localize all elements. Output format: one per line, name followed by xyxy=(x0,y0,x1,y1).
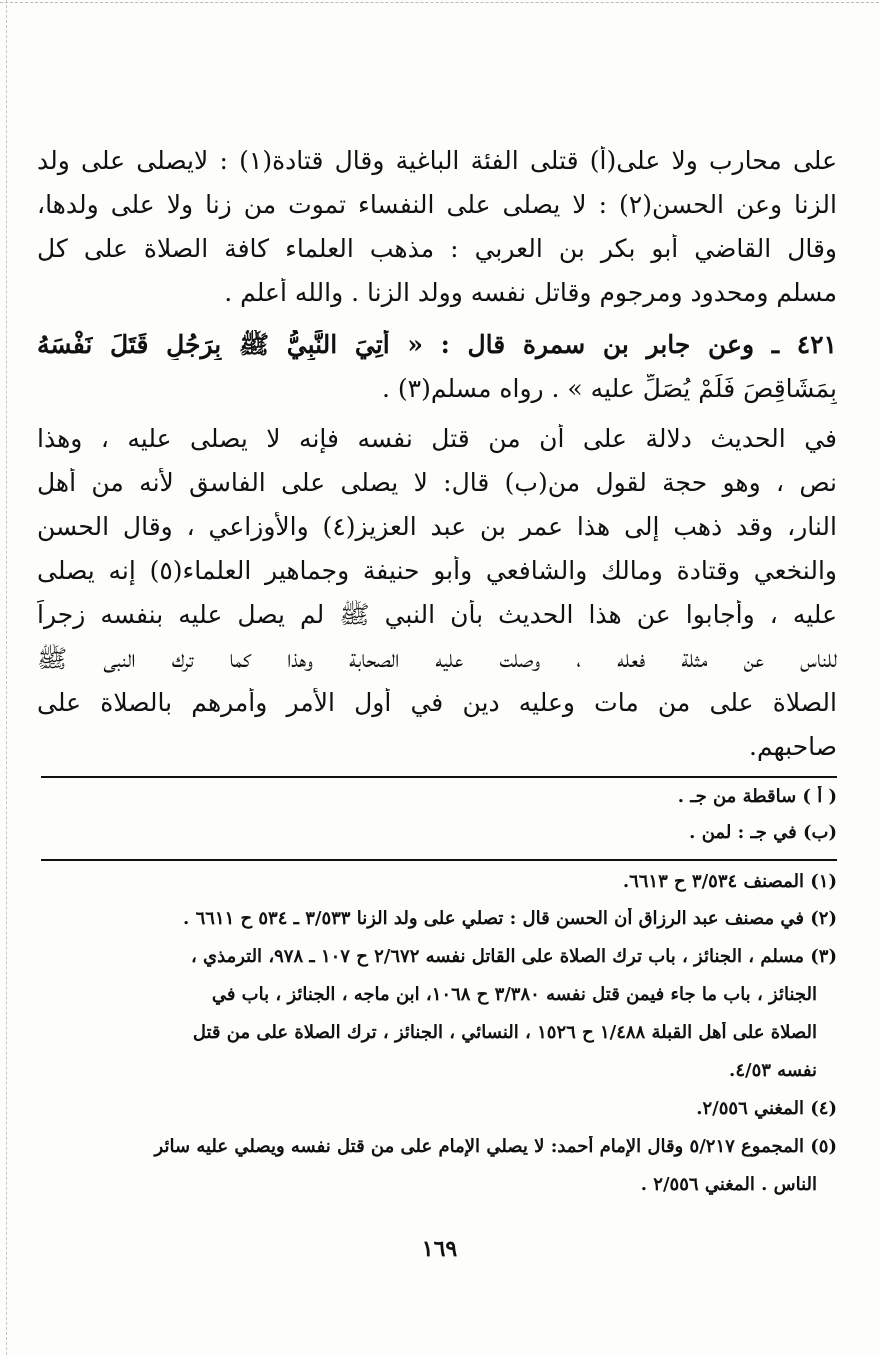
footnote: (٤) المغني ٢/٥٥٦. xyxy=(696,1098,837,1119)
variant-note: ( أ ) ساقطة من جـ . xyxy=(677,786,837,807)
body-line: مسلم ومحدود ومرجوم وقاتل نفسه وولد الزنا . والله أعلم . xyxy=(224,278,837,307)
body-line: على محارب ولا على(أ) قتلى الفئة الباغية وقال قتادة(١) : لايصلى على ولد xyxy=(37,146,837,175)
variant-notes-rule xyxy=(41,776,837,778)
footnote: (١) المصنف ٣/٥٣٤ ح ٦٦١٣. xyxy=(622,871,837,892)
commentary-line: صاحبهم. xyxy=(749,732,837,761)
commentary-line: عليه ، وأجابوا عن هذا الحديث بأن النبي ﷺ لم يصل عليه بنفسه زجراً xyxy=(37,600,837,629)
scan-edge-left xyxy=(6,0,8,1355)
hadith-line: ٤٢١ ـ وعن جابر بن سمرة قال : « أُتِيَ النَّبِيُّ ﷺ بِرَجُلٍ قَتَلَ نَفْسَهُ xyxy=(37,330,837,359)
footnote: (٢) في مصنف عبد الرزاق أن الحسن قال : تصلي على ولد الزنا ٣/٥٣٣ ـ ٥٣٤ ح ٦٦١١ . xyxy=(183,908,837,929)
footnote-continuation: الناس . المغني ٢/٥٥٦ . xyxy=(640,1174,817,1195)
commentary-line: والنخعي وقتادة ومالك والشافعي وأبو حنيفة وجماهير العلماء(٥) إنه يصلى xyxy=(37,556,837,585)
footnote: (٥) المجموع ٥/٢١٧ وقال الإمام أحمد: لا يصلي الإمام على من قتل نفسه ويصلي عليه سائر xyxy=(154,1136,837,1157)
body-line: الزنا وعن الحسن(٢) : لا يصلى على النفساء تموت من زنا ولا على ولدها، xyxy=(37,190,837,219)
body-line: وقال القاضي أبو بكر بن العربي : مذهب العلماء كافة الصلاة على كل xyxy=(37,234,837,263)
variant-note: (ب) في جـ : لمن . xyxy=(689,822,837,843)
commentary-line: نص ، وهو حجة لقول من(ب) قال: لا يصلى على الفاسق لأنه من أهل xyxy=(37,468,837,497)
commentary-line: للناس عن مثلة فعله ، وصلت عليه الصحابة وهذا كما ترك النبي ﷺ xyxy=(37,644,837,673)
hadith-line: بِمَشَاقِصَ فَلَمْ يُصَلِّ عليه » . رواه مسلم(٣) . xyxy=(382,374,837,403)
commentary-line: الصلاة على من مات وعليه دين في أول الأمر وأمرهم بالصلاة على xyxy=(37,688,837,717)
scan-edge-top xyxy=(0,2,879,4)
footnote-continuation: الجنائز ، باب ما جاء فيمن قتل نفسه ٣/٣٨٠ ح ١٠٦٨، ابن ماجه ، الجنائز ، باب في xyxy=(211,984,817,1005)
commentary-line: النار، وقد ذهب إلى هذا عمر بن عبد العزيز(٤) والأوزاعي ، وقال الحسن xyxy=(37,512,837,541)
footnote-continuation: الصلاة على أهل القبلة ١/٤٨٨ ح ١٥٢٦ ، النسائي ، الجنائز ، ترك الصلاة على من قتل xyxy=(192,1022,817,1043)
footnote: (٣) مسلم ، الجنائز ، باب ترك الصلاة على القاتل نفسه ٢/٦٧٢ ح ١٠٧ ـ ٩٧٨، الترمذي ، xyxy=(190,946,837,967)
page-number: ١٦٩ xyxy=(421,1236,458,1262)
commentary-line: في الحديث دلالة على أن من قتل نفسه فإنه لا يصلى عليه ، وهذا xyxy=(37,424,837,453)
footnote-continuation: نفسه ٤/٥٣. xyxy=(729,1060,817,1081)
footnotes-rule xyxy=(41,859,837,861)
